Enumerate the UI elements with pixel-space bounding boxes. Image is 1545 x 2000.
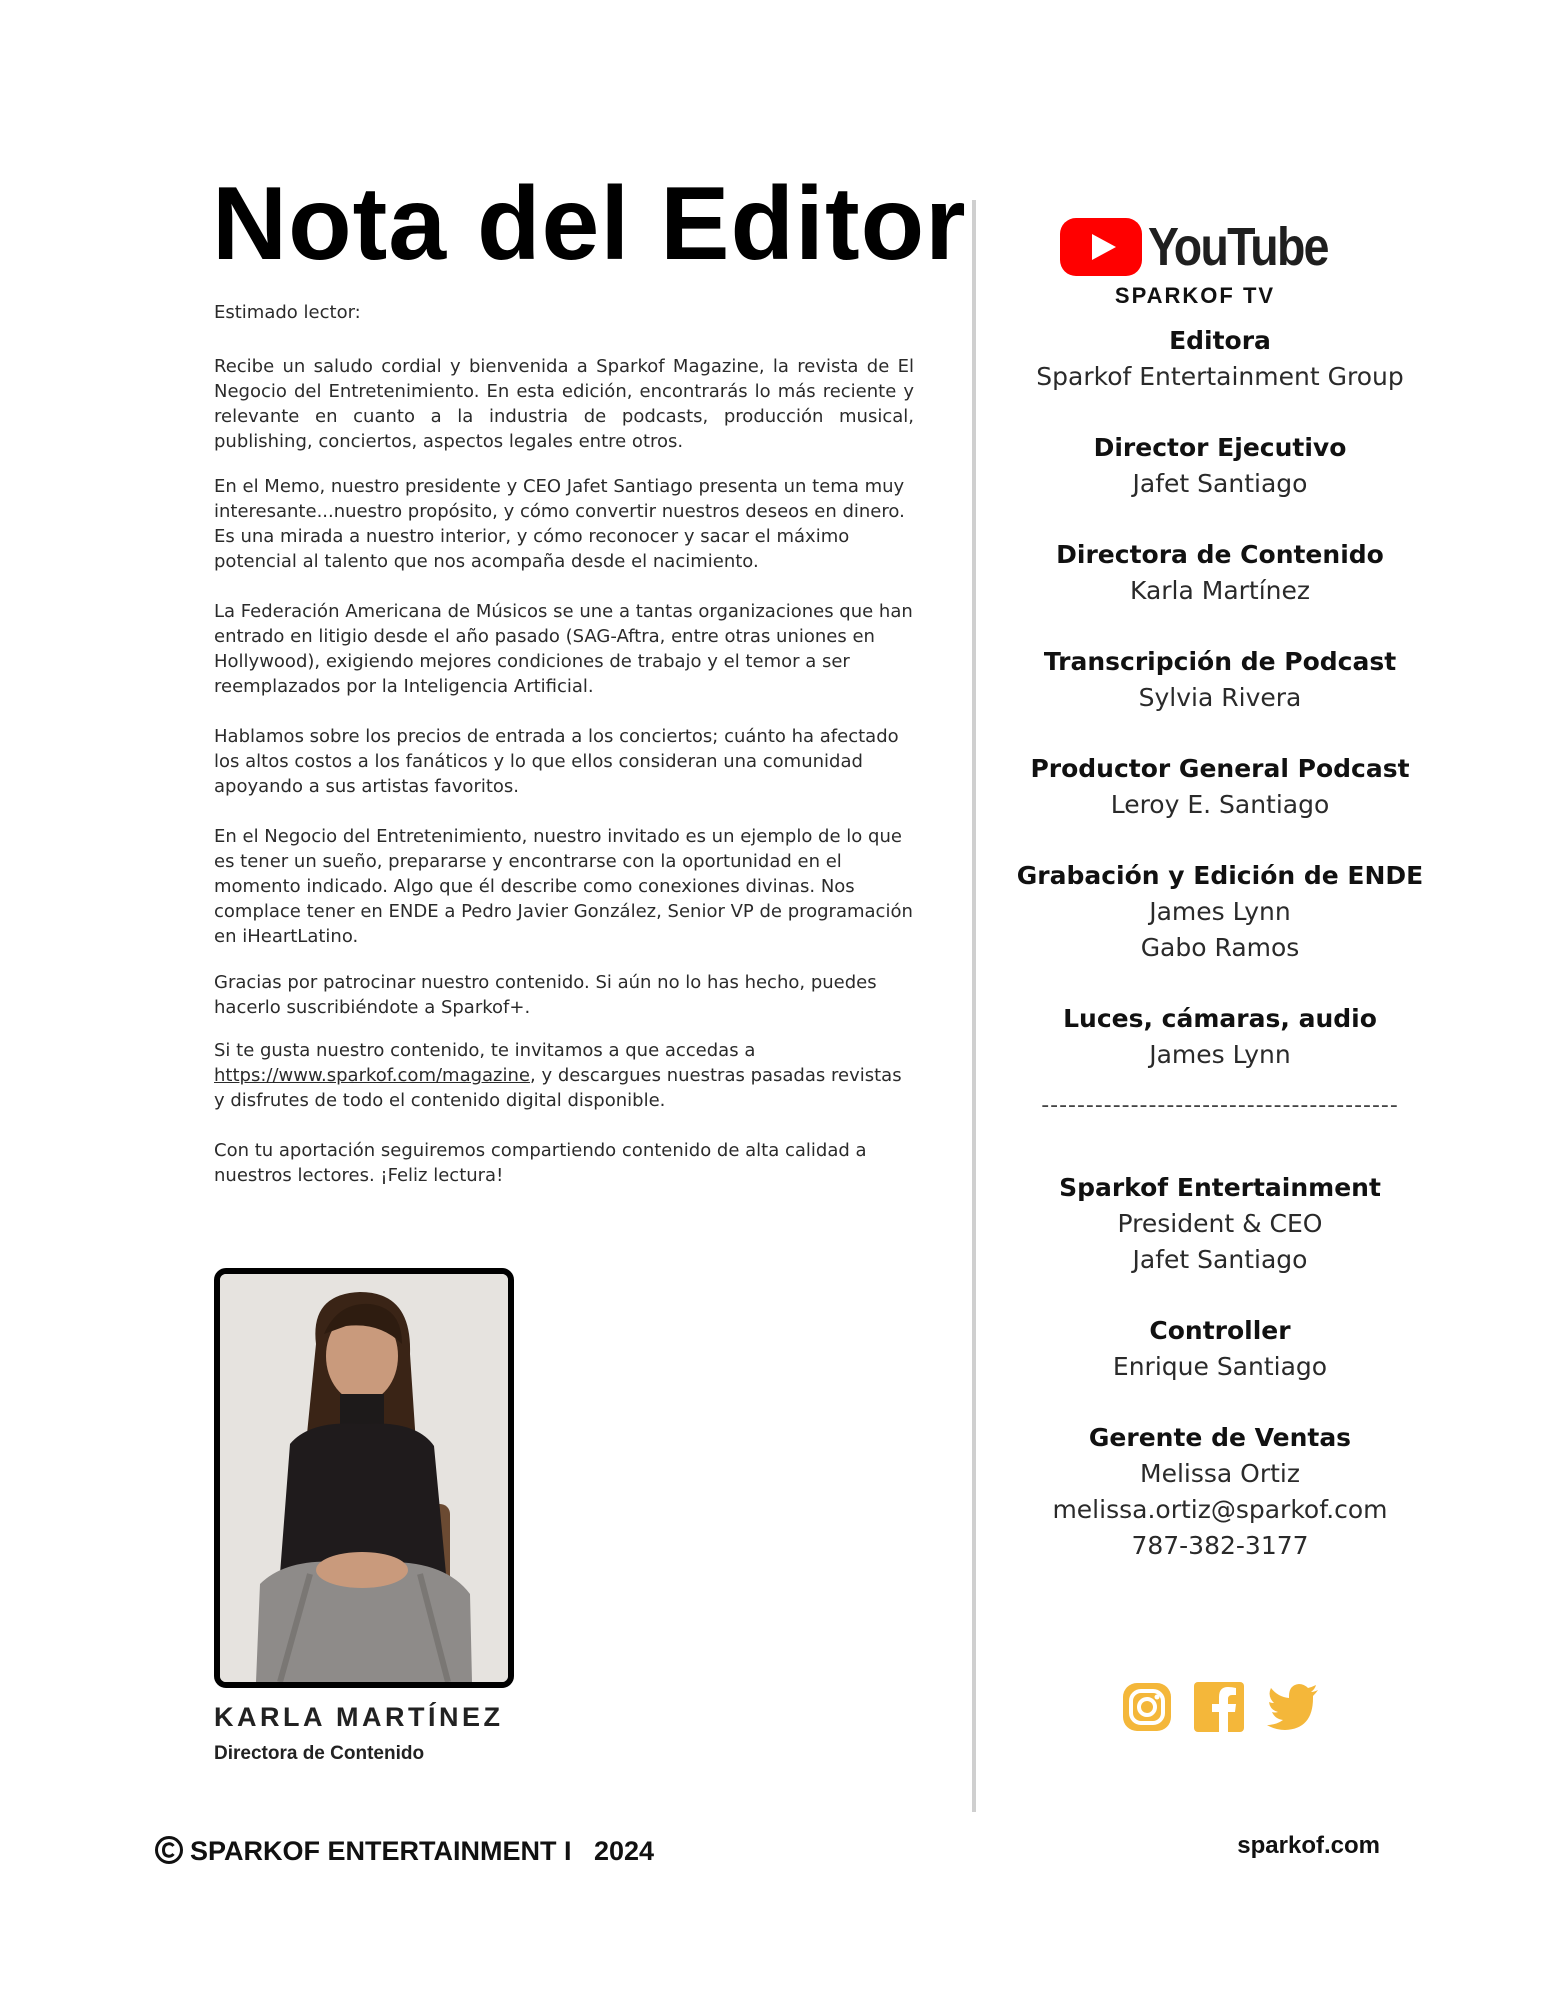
social-links	[1120, 1680, 1350, 1736]
company-gerente-ventas	[1000, 1420, 1440, 1564]
credit-directora-contenido	[1000, 537, 1440, 609]
letter-paragraph-7-intro: Si te gusta nuestro contenido, te invitamos a que accedas a	[214, 1040, 756, 1061]
letter-paragraph-8: Con tu aportación seguiremos compartiendo contenido de alta calidad a nuestros lectores. ¡Feliz lectura!	[214, 1140, 867, 1186]
letter-paragraph-7-outro: , y descargues nuestras pasadas revistas y disfrutes de todo el contenido digital disponible.	[214, 1065, 902, 1111]
credit-name: James Lynn	[1149, 897, 1291, 926]
credits-separator: ----------------------------------------	[1041, 1093, 1399, 1118]
credit-title: Grabación y Edición de ENDE	[1016, 861, 1424, 890]
letter-paragraph-7	[214, 1038, 914, 1113]
youtube-channel-name: SPARKOF TV	[1114, 283, 1276, 308]
facebook-icon[interactable]	[1192, 1680, 1246, 1734]
youtube-play-icon	[1060, 218, 1142, 276]
credit-title: Editora	[1169, 326, 1271, 355]
credit-director-ejecutivo	[1000, 430, 1440, 502]
copyright-icon	[154, 1835, 184, 1865]
credit-name: Melissa Ortiz	[1140, 1459, 1300, 1488]
credit-title: Director Ejecutivo	[1093, 433, 1347, 462]
salutation: Estimado lector:	[214, 302, 361, 323]
letter-paragraph-4: Hablamos sobre los precios de entrada a los conciertos; cuánto ha afectado los altos costos a los fanáticos y lo que ellos consideran una comunidad apoyando a sus artistas favoritos.	[214, 726, 899, 797]
signature-name: KARLA MARTÍNEZ	[214, 1702, 504, 1732]
sales-phone[interactable]: 787-382-3177	[1131, 1531, 1309, 1560]
credit-title: Transcripción de Podcast	[1043, 647, 1397, 676]
credit-name: James Lynn	[1149, 1040, 1291, 1069]
credit-name: Jafet Santiago	[1132, 1245, 1308, 1274]
editor-portrait	[214, 1268, 514, 1688]
credit-luces-camaras-audio	[1000, 1001, 1440, 1073]
credit-name: Gabo Ramos	[1140, 933, 1300, 962]
credit-title: Luces, cámaras, audio	[1063, 1004, 1377, 1033]
footer-website[interactable]: sparkof.com	[1237, 1832, 1380, 1859]
credit-name: Karla Martínez	[1129, 576, 1311, 605]
letter-paragraph-6: Gracias por patrocinar nuestro contenido. Si aún no lo has hecho, puedes hacerlo suscribiéndote a Sparkof+.	[214, 972, 877, 1018]
letter-paragraph-1: Recibe un saludo cordial y bienvenida a Sparkof Magazine, la revista de El Negocio del Entretenimiento. En esta edición, encontrarás lo más reciente y relevante en cuanto a la industria de podcasts, producción musical, publishing, conciertos, aspectos legales entre otros.	[214, 356, 914, 452]
instagram-icon[interactable]	[1120, 1680, 1174, 1734]
credit-name: Jafet Santiago	[1132, 469, 1308, 498]
youtube-logo[interactable]	[1060, 216, 1328, 280]
youtube-wordmark: YouTube	[1148, 217, 1328, 277]
staff-credits	[1000, 323, 1440, 1599]
column-divider	[972, 200, 976, 1812]
credit-title: Sparkof Entertainment	[1059, 1173, 1381, 1202]
credit-title: Controller	[1149, 1316, 1291, 1345]
footer-copyright	[154, 1835, 654, 1867]
credit-name: Sylvia Rivera	[1138, 683, 1302, 712]
twitter-icon[interactable]	[1266, 1680, 1320, 1734]
credit-name: Leroy E. Santiago	[1110, 790, 1330, 819]
credit-transcripcion-podcast	[1000, 644, 1440, 716]
letter-paragraph-2: En el Memo, nuestro presidente y CEO Jafet Santiago presenta un tema muy interesante...nuestro propósito, y cómo convertir nuestros deseos en dinero. Es una mirada a nuestro interior, y cómo reconocer y sacar el máximo potencial al talento que nos acompaña desde el nacimiento.	[214, 476, 905, 572]
letter-paragraph-5: En el Negocio del Entretenimiento, nuestro invitado es un ejemplo de lo que es tener un sueño, prepararse y encontrarse con la oportunidad en el momento indicado. Algo que él describe como conexiones divinas. Nos complace tener en ENDE a Pedro Javier González, Senior VP de programación en iHeartLatino.	[214, 826, 913, 947]
page-title: Nota del Editor	[212, 166, 967, 282]
credit-name: Sparkof Entertainment Group	[1036, 362, 1404, 391]
signature-role: Directora de Contenido	[214, 1743, 425, 1764]
letter-paragraph-3: La Federación Americana de Músicos se une a tantas organizaciones que han entrado en litigio desde el año pasado (SAG-Aftra, entre otras uniones en Hollywood), exigiendo mejores condiciones de trabajo y el temor a ser reemplazados por la Inteligencia Artificial.	[214, 601, 913, 697]
credit-grabacion-edicion	[1000, 858, 1440, 966]
credit-title: Directora de Contenido	[1056, 540, 1384, 569]
company-controller	[1000, 1313, 1440, 1385]
magazine-link[interactable]: https://www.sparkof.com/magazine	[214, 1065, 530, 1086]
credit-name: Enrique Santiago	[1112, 1352, 1328, 1381]
credit-name: President & CEO	[1117, 1209, 1323, 1238]
editor-portrait-image	[220, 1274, 508, 1682]
footer-copyright-text: SPARKOF ENTERTAINMENT I 2024	[190, 1836, 655, 1866]
editor-letter	[214, 300, 914, 1210]
credit-title: Gerente de Ventas	[1088, 1423, 1352, 1452]
credit-editora	[1000, 323, 1440, 395]
credit-productor-podcast	[1000, 751, 1440, 823]
credit-title: Productor General Podcast	[1030, 754, 1410, 783]
company-sparkof-entertainment	[1000, 1170, 1440, 1278]
sales-email[interactable]: melissa.ortiz@sparkof.com	[1052, 1495, 1388, 1524]
